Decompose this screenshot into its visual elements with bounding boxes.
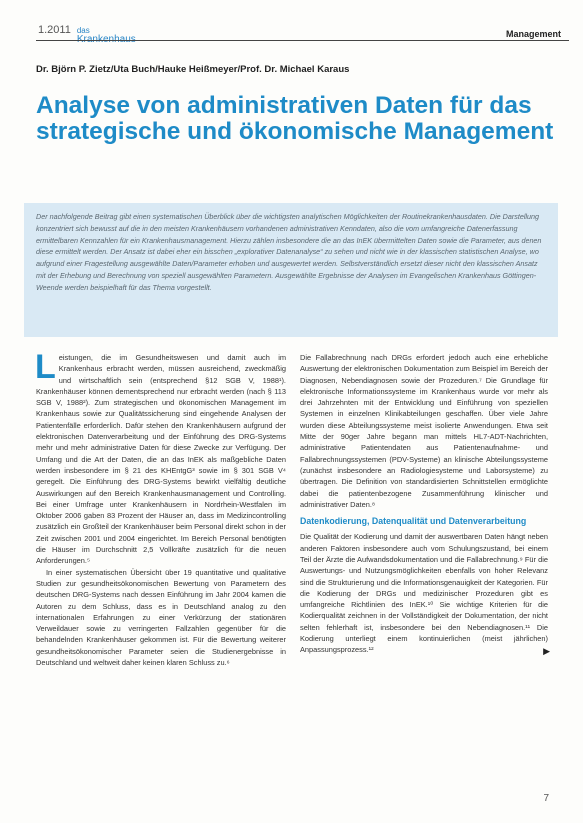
text-column-left xyxy=(35,348,286,668)
text-column-right xyxy=(300,352,548,656)
article-title: Analyse von administrativen Daten für das strategische und ökonomische Management xyxy=(36,92,554,145)
journal-logo xyxy=(77,26,136,44)
paragraph: Die Qualität der Kodierung und damit der auswertbaren Daten hängt neben anderen Faktoren insbesondere auch vom Schulungszustand, bei einem Teil der Ärzte die Aufwandsdokumentation und die Fallabrechnung.⁹ Für die Auswertungs- und Nutzungsmöglichkeiten ebenfalls von hoher Relevanz sind die Strukturierung und die Informationsgenauigkeit der Kategorien. Für die Kodierung der DRGs und medizinischer Prozeduren gibt es umfangreiche Richtlinien des InEK.¹⁰ Sie wichtige Kriterien für die Kodierqualität zeichnen in der Vollständigkeit der Dokumentation, der nicht selten fehlerhaft ist, insbesondere bei den Nebendiagnosen.¹¹ Die Kodierung unterliegt einem kontinuierlichen (meist jährlichen) Anpassungsprozess.¹² xyxy=(300,532,548,655)
issue-number: 1.2011 xyxy=(38,24,71,36)
paragraph: Die Fallabrechnung nach DRGs erfordert jedoch auch eine erhebliche Auswertung der elektronischen Dokumentation zum Beispiel im Bereich der Diagnosen, Nebendiagnosen sowie der Prozeduren.⁷ Die Grundlage für elektronische Informationssysteme im Krankenhaus wurde vor mehr als drei Jahrzehnten mit der Entwicklung und Einführung von speziellen Systemen in einzelnen Klinikabteilungen geschaffen. Über viele Jahre wurden diese Abteilungssysteme meist isolierte Anwendungen. Etwa seit Mitte der 90ger Jahre begann man mittels HL7-ADT-Nachrichten, administrative Patientendaten aus Patientenaufnahme- und Fallabrechnungssystemen (PDV-Systeme) an klinische Abteilungssysteme (zunächst insbesondere an Radiologiesysteme und Laborsysteme) zu übertragen. Die Definition von standardisierten Schnittstellen ermöglichte dabei die patientenbezogene Zusammenführung klinischer und administrativer Daten.⁸ xyxy=(300,353,548,509)
paragraph-text: eistungen, die im Gesundheitswesen und damit auch im Krankenhaus erbracht werden, müssen ausreichend, zweckmäßig und wirtschaftlich sein (entsprechend §12 SGB V, 1988¹). Krankenhäuser können dementsprechend nur erbracht werden (nach § 113 SGB V, 1988²). Zum strategischen und ökonomischen Management im Krankenhaus sowie zur Qualitätssicherung sind eingehende Analysen der Patientenfälle erforderlich. Dafür stehen den Krankenhäusern aufgrund der elektronischen Datenverarbeitung und der Einführung des DRG-Systems mehr und mehr administrative Daten für diese Zwecke zur Verfügung. Der Umfang und die Art der Daten, die an das InEK als maßgebliche Daten werden insbesondere im § 21 des KHEntgG³ sowie im § 301 SGB V⁴ geregelt. Die Einführung des DRG-Systems bewirkt vielfältig deutliche Auswirkungen auf den Bereich Krankenhausmanagement und Controlling. Bei einer Umfrage unter Krankenhäusern in Nordrhein-Westfalen im Oktober 2006 gaben 83 Prozent der Häuser an, dass im Medizincontrolling zusätzlich ein Großteil der Krankenhäuser beim Personal direkt schon in der Zeit zwischen 2001 und 2004 eingerichtet. Im Bereich Personal benötigten die Häuser im Durchschnitt 2,5 Vollkräfte zusätzlich für die neuen Anforderungen.⁵ xyxy=(36,353,286,566)
section-label: Management xyxy=(505,29,561,39)
authors-line: Dr. Björn P. Zietz/Uta Buch/Hauke Heißmeyer/Prof. Dr. Michael Karaus xyxy=(36,64,350,75)
drop-cap: L xyxy=(35,348,56,386)
journal-logo-small: das xyxy=(76,26,90,35)
paragraph xyxy=(35,348,286,567)
section-heading: Datenkodierung, Datenqualität und Datenverarbeitung xyxy=(300,516,527,527)
header-rule xyxy=(36,40,569,41)
abstract-box xyxy=(24,203,558,337)
paragraph: In einer systematischen Übersicht über 19 quantitative und qualitative Studien zur gesundheitsökonomischen Bewertung von Parametern des deutschen DRG-Systems nach dessen Einführung im Jahr 2004 kamen die Autoren zu dem Schluss, dass es in Deutschland analog zu den internationalen Erfahrungen zu einer Verkürzung der stationären Verweildauer sowie zu verringerten Fallzahlen gegenüber für die behandelnden Krankenhäuser gekommen ist. Für die Bewertung weiterer gesundheitsökonomischer Parameter seien die Studienergebnisse in Deutschland und weltweit daher keinen klaren Schluss zu.⁶ xyxy=(36,567,286,668)
header-issue-block xyxy=(38,24,136,44)
abstract-text: Der nachfolgende Beitrag gibt einen systematischen Überblick über die wichtigsten analytischen Möglichkeiten der Routinekrankenhausdaten. Die Darstellung konzentriert sich bewusst auf die in den meisten Krankenhäusern vorhandenen administrativen Kenndaten, also die vom umfangreiche Datenerfassung ermittelbaren Kennzahlen für ein Krankenhausmanagement. Hierzu zählen insbesondere die an das InEK übermittelten Daten sowie die Parameter, aus denen diese ermittelt werden. Der Ansatz ist dabei eher ein bisschen „explorativer Datenanalyse“ zu sehen und nicht wie in der klassischen statistischen Analyse, wo aufgrund einer Fragestellung ausgewählte Daten/Parameter erhoben und ausgewertet werden. Selbstverständlich ersetzt dieser nicht den klassischen Ansatz mit der Erhebung und Berechnung von speziell ausgewählten Parametern. Ausgewählte Ergebnisse der Analysen im Evangelischen Krankenhaus Göttingen-Weende werden beispielhaft für das Thema vorgestellt. xyxy=(36,212,542,292)
continue-arrow-icon: ▶ xyxy=(543,646,550,657)
page-number: 7 xyxy=(543,793,549,804)
